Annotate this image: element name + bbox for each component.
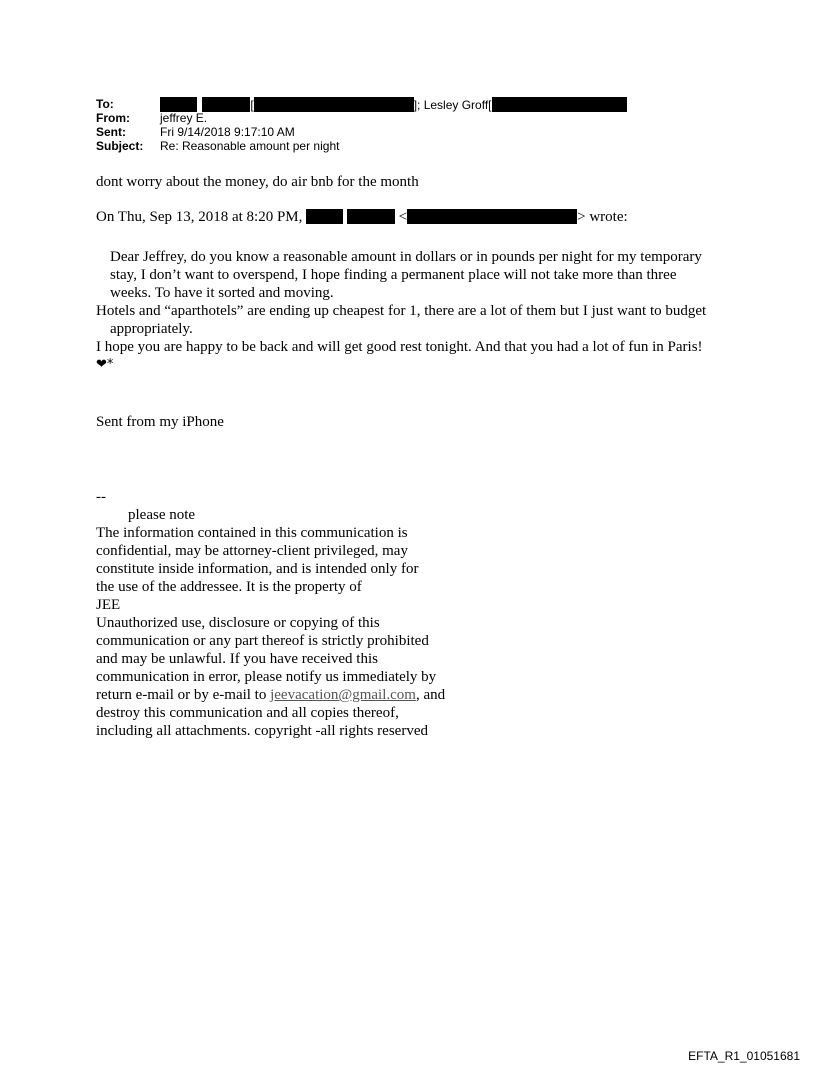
disclaimer-line-email xyxy=(96,686,445,704)
redaction-block xyxy=(160,97,197,112)
quoted-paragraph: Hotels and “aparthotels” are ending up cheapest for 1, there are a lot of them but I just want to budget appropriately. xyxy=(96,303,707,337)
disclaimer-line: communication or any part thereof is strictly prohibited xyxy=(96,633,429,649)
to-bracket: [ xyxy=(250,98,254,112)
attribution-suffix: > wrote: xyxy=(577,209,628,225)
from-value: jeffrey E. xyxy=(160,111,208,125)
please-note: please note xyxy=(128,507,196,523)
to-label: To: xyxy=(96,97,114,111)
email-line-suffix: , and xyxy=(415,687,446,703)
sent-value: Fri 9/14/2018 9:17:10 AM xyxy=(160,125,295,139)
bates-number: EFTA_R1_01051681 xyxy=(688,1049,800,1063)
disclaimer-line: Unauthorized use, disclosure or copying of this xyxy=(96,615,380,631)
attribution-prefix: On Thu, Sep 13, 2018 at 8:20 PM, xyxy=(96,209,303,225)
quoted-paragraph: Dear Jeffrey, do you know a reasonable amount in dollars or in pounds per night for my temporary stay, I don’t want to overspend, I hope finding a permanent place will not take more than three weeks. To have it sorted and moving. xyxy=(110,249,702,301)
to-separator: ]; Lesley Groff[ xyxy=(413,98,492,112)
disclaimer-line: communication in error, please notify us immediately by xyxy=(96,669,437,685)
disclaimer-line: confidential, may be attorney-client privileged, may xyxy=(96,543,408,559)
subject-label: Subject: xyxy=(96,139,144,153)
redaction-block xyxy=(347,209,395,224)
disclaimer-line: JEE xyxy=(96,597,121,613)
attribution-lt: < xyxy=(398,209,408,225)
redaction-block xyxy=(306,209,343,224)
disclaimer-line: The information contained in this communication is xyxy=(96,525,408,541)
sent-label: Sent: xyxy=(96,125,126,139)
redaction-block xyxy=(407,209,577,224)
signature-block xyxy=(96,488,445,740)
redaction-block xyxy=(202,97,250,112)
sent-from-iphone: Sent from my iPhone xyxy=(96,414,224,430)
from-label: From: xyxy=(96,111,130,125)
disclaimer-line: and may be unlawful. If you have received this xyxy=(96,651,378,667)
redaction-block xyxy=(492,97,627,112)
subject-value: Re: Reasonable amount per night xyxy=(160,139,340,153)
disclaimer-line: including all attachments. copyright -all rights reserved xyxy=(96,723,428,739)
disclaimer-line: the use of the addressee. It is the property of xyxy=(96,579,362,595)
to-value xyxy=(160,97,627,112)
disclaimer-line: destroy this communication and all copies thereof, xyxy=(96,705,399,721)
signature-dash: -- xyxy=(96,489,106,505)
email-link[interactable]: jeevacation@gmail.com xyxy=(270,687,416,703)
disclaimer-line: constitute inside information, and is intended only for xyxy=(96,561,419,577)
quoted-signoff: ❤* xyxy=(96,357,114,372)
reply-body: dont worry about the money, do air bnb for the month xyxy=(96,174,419,190)
quoted-paragraph: I hope you are happy to be back and will get good rest tonight. And that you had a lot of fun in Paris! xyxy=(96,339,703,355)
email-line-prefix: return e-mail or by e-mail to xyxy=(96,687,271,703)
redaction-block xyxy=(254,97,414,112)
quoted-message xyxy=(96,248,716,374)
quote-attribution xyxy=(96,209,628,226)
